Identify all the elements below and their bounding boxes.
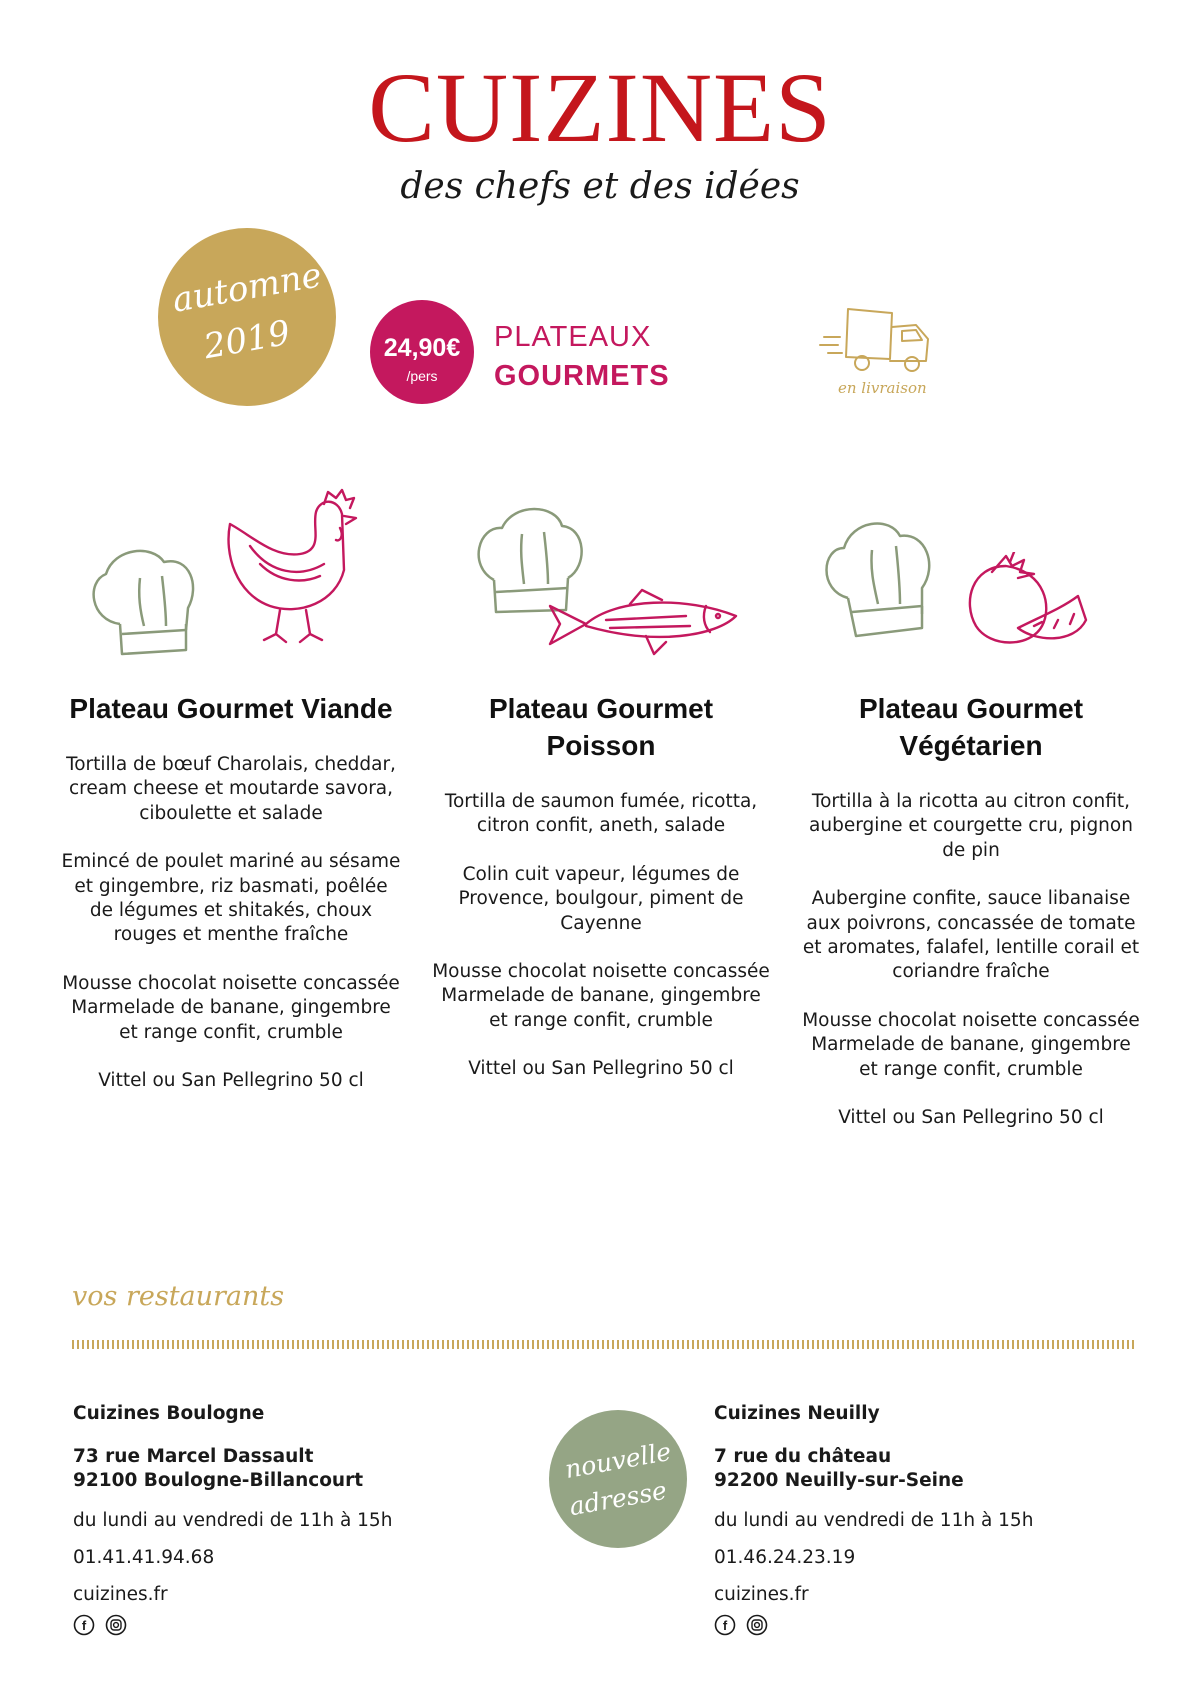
address-city: 92100 Boulogne-Billancourt [73,1470,364,1491]
menu-item: Vittel ou San Pellegrino 50 cl [98,1070,364,1092]
chef-hat-icon [818,514,938,644]
restaurant-neuilly [714,1403,1134,1636]
page-title-line2: GOURMETS [494,360,670,392]
menu-item: Mousse chocolat noisette concassée Marmelade de banane, gingembre et range confit, crumble [432,961,770,1031]
menu-item: Tortilla à la ricotta au citron confit, aubergine et courgette cru, pignon de pin [809,791,1133,861]
address-city: 92200 Neuilly-sur-Seine [714,1470,964,1491]
chicken-icon [220,484,370,654]
svg-text:f: f [81,1618,87,1633]
menu-item: Vittel ou San Pellegrino 50 cl [468,1058,734,1080]
menu-item: Vittel ou San Pellegrino 50 cl [838,1107,1104,1129]
delivery-label: en livraison [838,379,927,397]
menu-body [61,753,401,1093]
delivery-truck-icon [818,303,938,377]
menu-column-viande [61,690,401,1117]
svg-text:f: f [722,1618,728,1633]
menu-title: Plateau Gourmet Végétarien [858,693,1084,761]
season-badge [158,228,336,406]
menu-item: Tortilla de saumon fumée, ricotta, citron confit, aneth, salade [444,791,758,837]
page-title-line1: PLATEAUX [494,321,652,353]
price-amount: 24,90€ [383,334,461,362]
restaurant-hours: du lundi au vendredi de 11h à 15h [714,1510,1034,1531]
new-address-line2: adresse [567,1475,669,1522]
restaurants-heading: vos restaurants [72,1281,285,1312]
price-unit: /pers [406,368,438,384]
restaurant-name: Cuizines Neuilly [714,1403,880,1424]
restaurant-address [714,1445,1134,1493]
restaurant-boulogne [73,1403,493,1636]
menu-item: Tortilla de bœuf Charolais, cheddar, cream cheese et moutarde savora, ciboulette et salade [66,754,396,824]
restaurant-website[interactable]: cuizines.fr [73,1584,168,1605]
menu-body [801,790,1141,1130]
instagram-icon[interactable] [105,1614,127,1636]
facebook-icon[interactable] [73,1614,95,1636]
restaurant-name: Cuizines Boulogne [73,1403,265,1424]
restaurant-address [73,1445,493,1493]
restaurant-phone[interactable]: 01.46.24.23.19 [714,1547,856,1568]
restaurant-hours: du lundi au vendredi de 11h à 15h [73,1510,393,1531]
new-address-line1: nouvelle [562,1436,674,1485]
menu-item: Emincé de poulet mariné au sésame et gingembre, riz basmati, poêlée de légumes et shitakés, choux rouges et menthe fraîche [61,851,401,946]
price-badge [370,300,474,404]
brand-tagline: des chefs et des idées [400,166,800,207]
instagram-icon[interactable] [746,1614,768,1636]
menu-column-vegetarien [801,690,1141,1154]
menu-item: Aubergine confite, sauce libanaise aux poivrons, concassée de tomate et aromates, falafel, lentille corail et coriandre fraîche [802,888,1140,983]
fish-icon [546,586,740,662]
facebook-icon[interactable] [714,1614,736,1636]
address-street: 73 rue Marcel Dassault [73,1446,314,1467]
address-street: 7 rue du château [714,1446,892,1467]
menu-column-poisson [431,690,771,1106]
menu-item: Mousse chocolat noisette concassée Marmelade de banane, gingembre et range confit, crumble [802,1009,1140,1080]
menu-body [431,790,771,1082]
menu-title: Plateau Gourmet Poisson [488,693,714,761]
season-label: automne [169,255,325,321]
brand-logo: CUIZINES [368,52,832,163]
dotted-divider [72,1340,1134,1349]
menu-title: Plateau Gourmet Viande [69,693,393,724]
tomato-icon [962,552,1092,652]
menu-item: Mousse chocolat noisette concassée Marmelade de banane, gingembre et range confit, crumble [62,972,400,1043]
season-year: 2019 [200,312,294,368]
chef-hat-icon [82,538,202,658]
restaurant-website[interactable]: cuizines.fr [714,1584,809,1605]
new-address-badge [549,1410,687,1548]
restaurant-phone[interactable]: 01.41.41.94.68 [73,1547,215,1568]
menu-item: Colin cuit vapeur, légumes de Provence, boulgour, piment de Cayenne [458,863,744,934]
